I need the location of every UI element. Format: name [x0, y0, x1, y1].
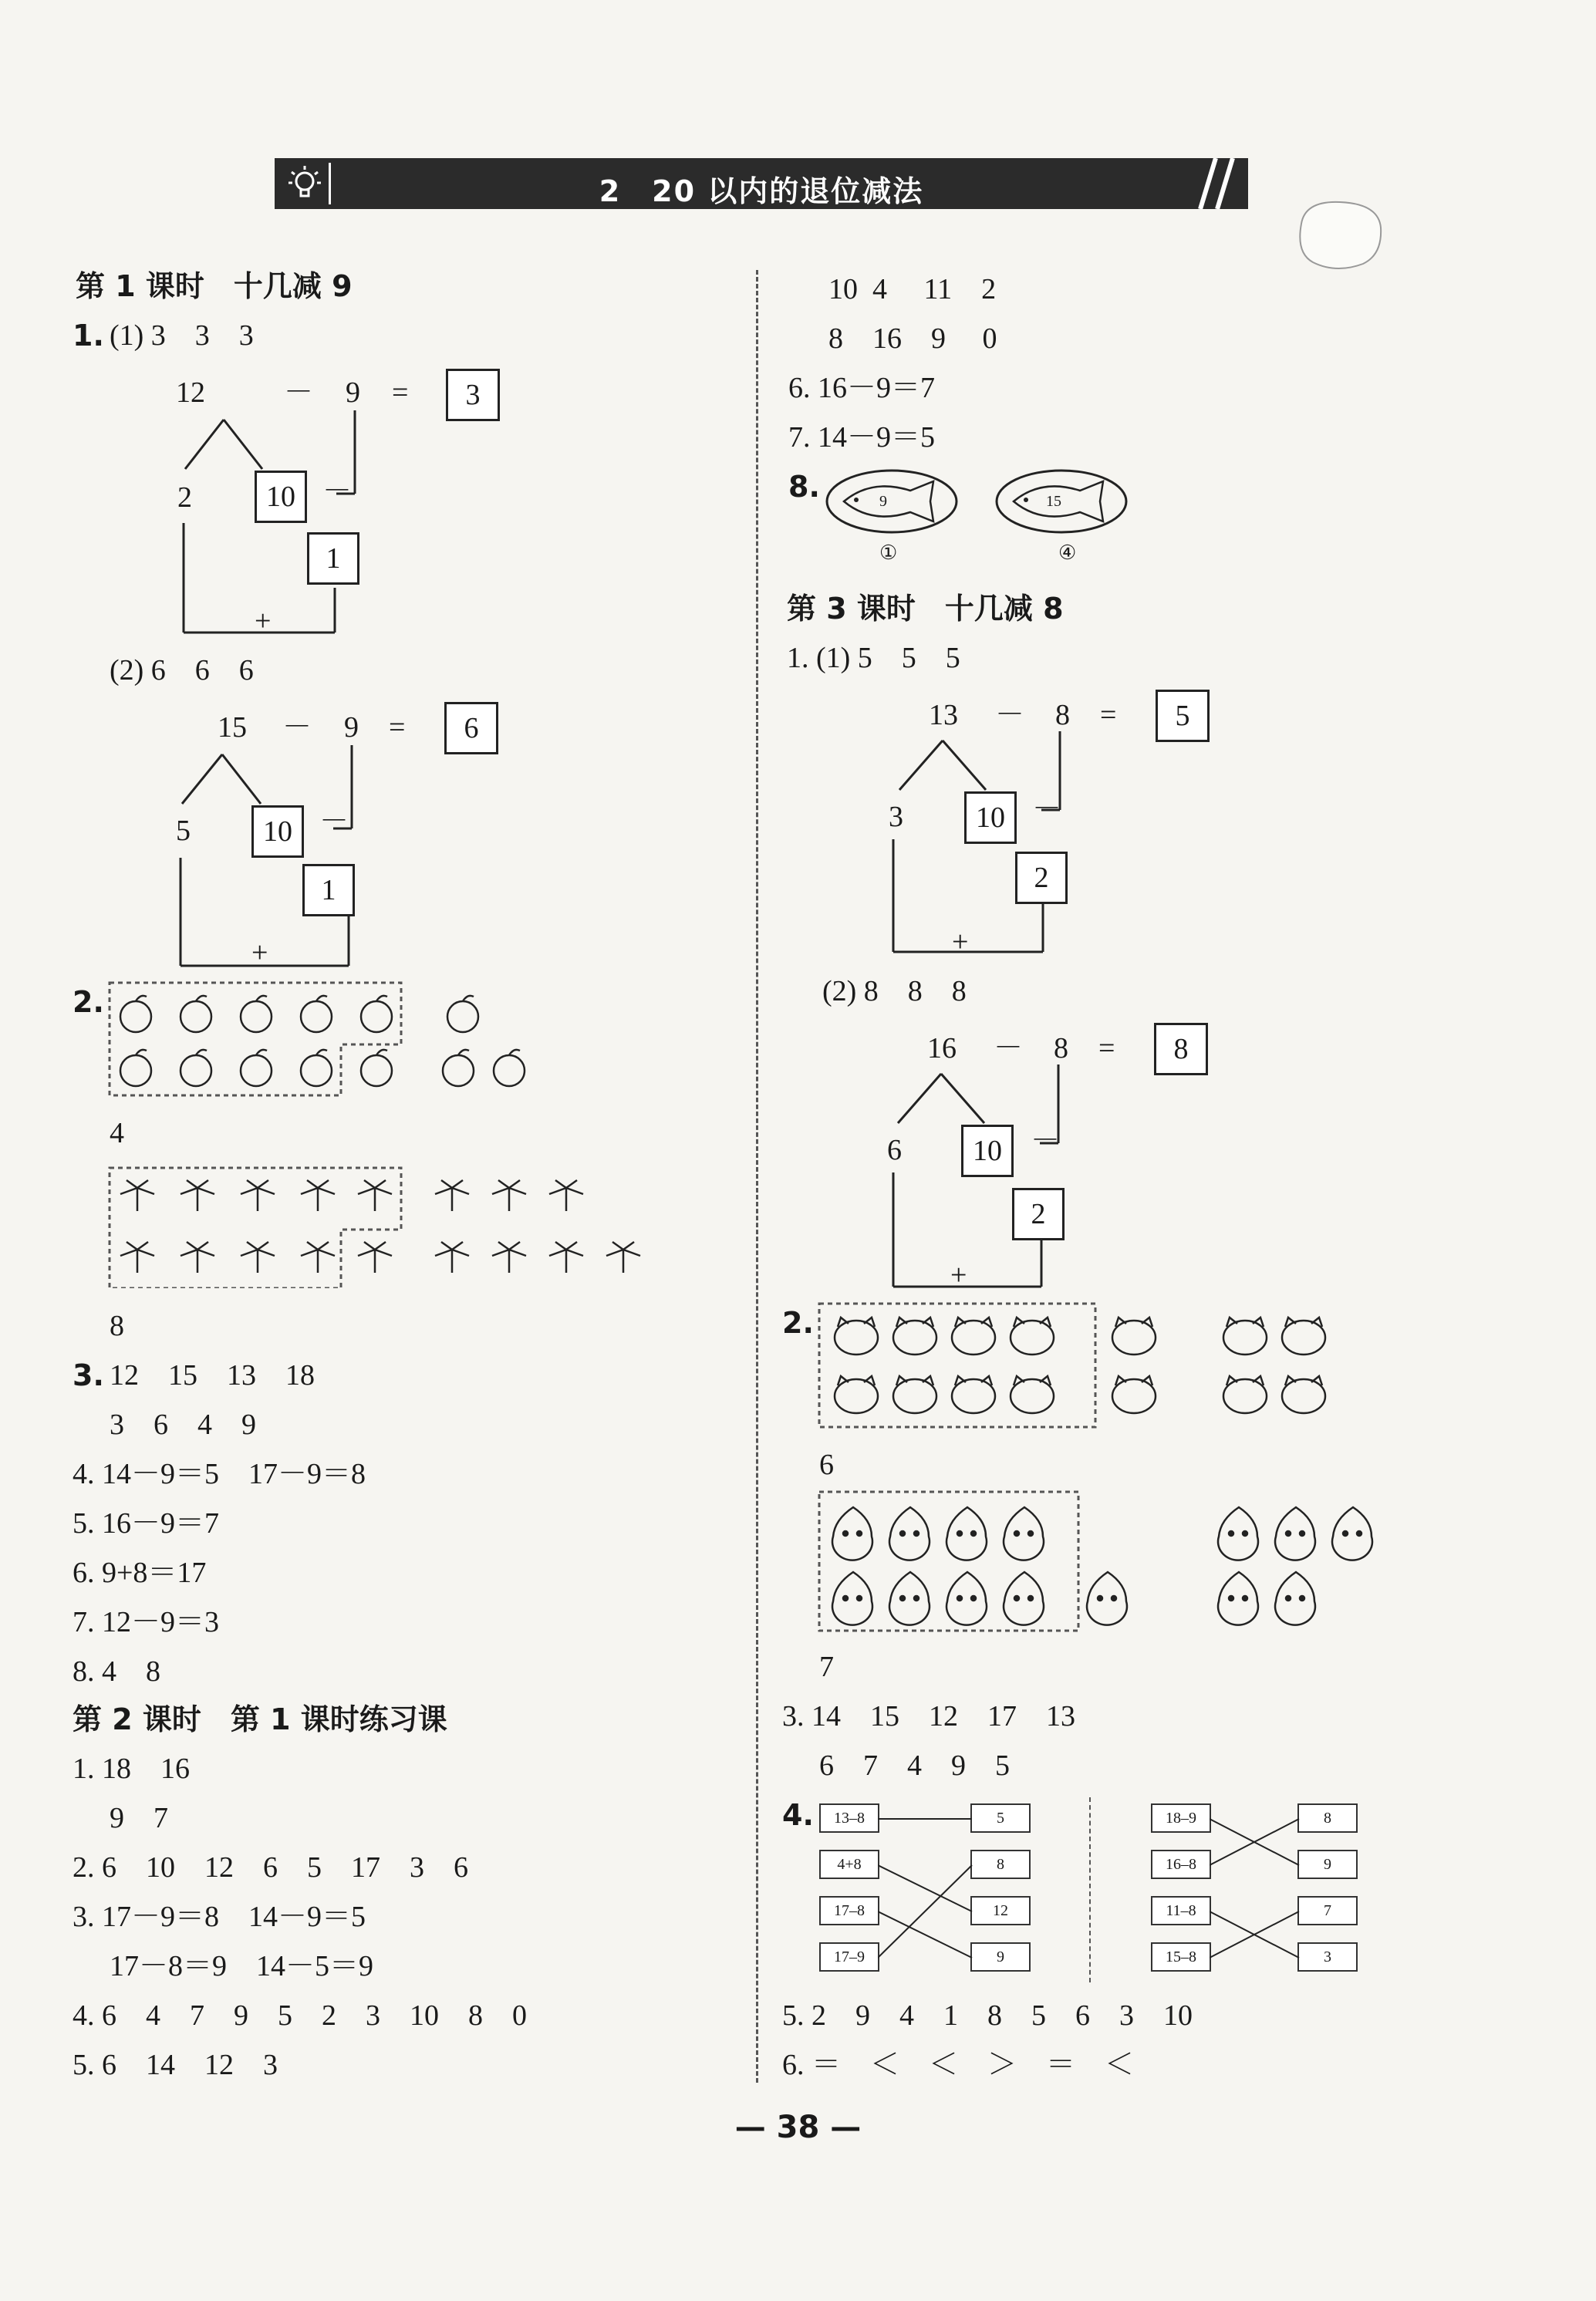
apple-icon	[181, 1050, 211, 1086]
palm-tree-icon	[358, 1180, 392, 1211]
cat-icon	[1011, 1318, 1054, 1355]
l3-q2-answer2: 7	[819, 1651, 834, 1683]
bird-icon	[832, 1507, 872, 1560]
cont-row2: 8 16 9 0	[828, 322, 997, 355]
diagram-lines	[887, 730, 1072, 961]
match-right-item: 12	[970, 1896, 1031, 1925]
cat-icon	[835, 1318, 878, 1355]
apple-icon	[120, 1050, 151, 1086]
diagram-equals: =	[389, 711, 406, 744]
l3-q1b: (2) 8 8 8	[822, 975, 967, 1007]
diagram-minuend: 12	[176, 376, 205, 409]
l2-q1-row1: 1. 18 16	[73, 1753, 191, 1785]
diagram-mid-box: 1	[302, 864, 355, 916]
bird-icon	[889, 1572, 930, 1625]
palm-tree-group-figure	[108, 1165, 663, 1288]
cat-icon	[835, 1376, 878, 1413]
cont-q7: 7. 14－9＝5	[788, 421, 936, 454]
bird-icon	[1332, 1507, 1372, 1560]
diagram-split-left: 6	[887, 1134, 902, 1166]
page-number: — 38 —	[734, 2110, 862, 2145]
cat-icon	[952, 1318, 995, 1355]
q8-answer: 8. 4 8	[73, 1655, 161, 1688]
match-left-item: 13–8	[819, 1803, 879, 1833]
diagram-subtrahend: 9	[344, 711, 359, 744]
match-right-item: 5	[970, 1803, 1031, 1833]
q3-row1: 12 15 13 18	[110, 1359, 315, 1392]
palm-tree-icon	[301, 1180, 335, 1211]
diagram-split-left: 2	[177, 481, 192, 514]
diagram-plus: +	[952, 926, 969, 958]
bird-icon	[889, 1507, 930, 1560]
palm-tree-icon	[492, 1242, 526, 1273]
palm-tree-icon	[181, 1180, 214, 1211]
l3-q1a: 1. (1) 5 5 5	[787, 642, 960, 674]
l2-q4-answer: 4. 6 4 7 9 5 2 3 10 8 0	[73, 1999, 528, 2032]
cat-icon	[1282, 1318, 1325, 1355]
bird-icon	[1275, 1507, 1315, 1560]
q7-answer: 7. 12－9＝3	[73, 1606, 220, 1638]
l3-q5-answer: 5. 2 9 4 1 8 5 6 3 10	[782, 1999, 1193, 2032]
match-divider	[1089, 1797, 1091, 1982]
diagram-lines	[887, 1063, 1072, 1294]
diagram-split-box: 10	[964, 791, 1017, 844]
fish-icon	[825, 467, 964, 537]
diagram-plus: +	[950, 1259, 967, 1291]
q1a-answer: (1) 3 3 3	[110, 319, 254, 352]
diagram-mid-box: 2	[1012, 1188, 1065, 1240]
lesson3-heading: 第 3 课时 十几减 8	[787, 592, 1064, 626]
bird-icon	[946, 1507, 987, 1560]
bird-icon	[832, 1572, 872, 1625]
l2-q5-answer: 5. 6 14 12 3	[73, 2049, 278, 2081]
diagram-result-box: 8	[1154, 1023, 1208, 1075]
diagram-minuend: 16	[927, 1032, 957, 1064]
diagram-minus: －	[1032, 793, 1062, 825]
apple-icon	[241, 996, 272, 1032]
section-banner	[275, 158, 1248, 209]
match-left-item: 11–8	[1151, 1896, 1211, 1925]
l2-q3-row1: 3. 17－9＝8 14－9＝5	[73, 1901, 366, 1933]
fish1-mark: ①	[879, 542, 898, 564]
match-left-item: 17–9	[819, 1942, 879, 1972]
palm-tree-icon	[181, 1242, 214, 1273]
diagram-operator: －	[995, 699, 1025, 731]
fish-icon	[995, 467, 1134, 537]
q1b-answer: (2) 6 6 6	[110, 654, 254, 687]
diagram-result-box: 5	[1156, 690, 1210, 742]
lesson2-heading: 第 2 课时 第 1 课时练习课	[73, 1702, 447, 1736]
diagram-minuend: 15	[218, 711, 247, 744]
diagram-mid-box: 1	[307, 532, 359, 585]
match-right-item: 8	[970, 1850, 1031, 1879]
stamp-logo	[1290, 193, 1390, 278]
diagram-minus: －	[1031, 1125, 1061, 1157]
diagram-split-left: 5	[176, 815, 191, 847]
palm-tree-icon	[435, 1242, 469, 1273]
l3-q2-label: 2.	[782, 1306, 814, 1340]
l3-q6-answer: 6. ＝ ＜ ＜ ＞ ＝ ＜	[782, 2049, 1135, 2081]
column-divider	[756, 270, 758, 2083]
apple-icon	[447, 996, 478, 1032]
l3-q2-answer1: 6	[819, 1449, 834, 1481]
q3-label: 3.	[73, 1358, 104, 1392]
diagram-subtrahend: 9	[346, 376, 360, 409]
diagram-operator: －	[282, 711, 312, 744]
match-left-item: 4+8	[819, 1850, 879, 1879]
diagram-plus: +	[251, 936, 268, 969]
cont-row1: 10 4 11 2	[828, 273, 997, 305]
match-left-item: 15–8	[1151, 1942, 1211, 1972]
apple-icon	[443, 1050, 474, 1086]
diagram-equals: =	[392, 376, 409, 409]
section-title: 2 20 以内的退位减法	[599, 174, 924, 208]
cat-icon	[1112, 1376, 1156, 1413]
l3-q4-label: 4.	[782, 1798, 814, 1832]
cat-icon	[1011, 1376, 1054, 1413]
palm-tree-icon	[549, 1242, 583, 1273]
palm-tree-icon	[241, 1180, 275, 1211]
diagram-minus: －	[319, 805, 349, 838]
slash-decoration	[1185, 158, 1248, 209]
diagram-split-box: 10	[961, 1125, 1014, 1177]
apple-icon	[361, 1050, 392, 1086]
q3-row2: 3 6 4 9	[110, 1409, 257, 1441]
bird-icon	[1004, 1572, 1044, 1625]
palm-tree-icon	[492, 1180, 526, 1211]
palm-tree-icon	[120, 1180, 154, 1211]
bird-icon	[1218, 1572, 1258, 1625]
palm-tree-icon	[120, 1242, 154, 1273]
cat-icon	[1282, 1376, 1325, 1413]
bird-icon	[946, 1572, 987, 1625]
match-left-item: 17–8	[819, 1896, 879, 1925]
match-right-item: 3	[1297, 1942, 1358, 1972]
diagram-subtrahend: 8	[1055, 699, 1070, 731]
diagram-equals: =	[1100, 699, 1117, 731]
cat-icon	[893, 1318, 936, 1355]
diagram-operator: －	[284, 376, 314, 409]
cont-q6: 6. 16－9＝7	[788, 372, 936, 404]
q2-answer1: 4	[110, 1117, 124, 1149]
match-right-item: 7	[1297, 1896, 1358, 1925]
l3-q3-row1: 3. 14 15 12 17 13	[782, 1700, 1076, 1732]
diagram-minus: －	[322, 475, 353, 508]
cat-icon	[1223, 1318, 1267, 1355]
q4-answer: 4. 14－9＝5 17－9＝8	[73, 1458, 366, 1490]
cont-q8-label: 8.	[788, 470, 820, 504]
apple-icon	[120, 996, 151, 1032]
bird-icon	[1087, 1572, 1127, 1625]
apple-icon	[241, 1050, 272, 1086]
match-right-item: 9	[1297, 1850, 1358, 1879]
diagram-split-box: 10	[251, 805, 304, 858]
bird-group-figure	[818, 1489, 1404, 1635]
cat-icon	[1112, 1318, 1156, 1355]
diagram-result-box: 3	[446, 369, 500, 421]
palm-tree-icon	[549, 1180, 583, 1211]
match-left-item: 18–9	[1151, 1803, 1211, 1833]
match-lines-right	[1210, 1805, 1301, 1975]
q5-answer: 5. 16－9＝7	[73, 1507, 220, 1540]
cat-icon	[1223, 1376, 1267, 1413]
cat-icon	[952, 1376, 995, 1413]
l2-q3-row2: 17－8＝9 14－5＝9	[110, 1950, 374, 1982]
lesson1-heading: 第 1 课时 十几减 9	[76, 269, 353, 303]
palm-tree-icon	[241, 1242, 275, 1273]
cat-group-figure	[818, 1301, 1342, 1432]
diagram-equals: =	[1098, 1032, 1115, 1064]
diagram-split-box: 10	[255, 471, 307, 523]
bird-icon	[1004, 1507, 1044, 1560]
q2-answer2: 8	[110, 1310, 124, 1342]
bird-icon	[1275, 1572, 1315, 1625]
diagram-plus: +	[255, 605, 272, 637]
fish1-number: 9	[879, 493, 887, 510]
diagram-subtrahend: 8	[1054, 1032, 1068, 1064]
bird-icon	[1218, 1507, 1258, 1560]
apple-icon	[301, 1050, 332, 1086]
apple-group-figure	[108, 980, 540, 1103]
apple-icon	[181, 996, 211, 1032]
l2-q2-answer: 2. 6 10 12 6 5 17 3 6	[73, 1851, 469, 1884]
match-left-item: 16–8	[1151, 1850, 1211, 1879]
palm-tree-icon	[358, 1242, 392, 1273]
diagram-operator: －	[994, 1032, 1024, 1064]
diagram-result-box: 6	[444, 702, 498, 754]
diagram-mid-box: 2	[1015, 852, 1068, 904]
diagram-minuend: 13	[929, 699, 958, 731]
cat-icon	[893, 1376, 936, 1413]
l2-q1-row2: 9 7	[110, 1802, 169, 1834]
apple-icon	[301, 996, 332, 1032]
match-lines-left	[878, 1805, 973, 1975]
q2-label: 2.	[73, 985, 104, 1019]
apple-icon	[494, 1050, 525, 1086]
palm-tree-icon	[435, 1180, 469, 1211]
q1-label: 1.	[73, 319, 104, 353]
match-right-item: 9	[970, 1942, 1031, 1972]
match-right-item: 8	[1297, 1803, 1358, 1833]
palm-tree-icon	[606, 1242, 640, 1273]
l3-q3-row2: 6 7 4 9 5	[819, 1749, 1011, 1782]
apple-icon	[361, 996, 392, 1032]
fish2-mark: ④	[1058, 542, 1077, 564]
palm-tree-icon	[301, 1242, 335, 1273]
q6-answer: 6. 9+8＝17	[73, 1557, 207, 1589]
fish2-number: 15	[1046, 493, 1061, 510]
diagram-split-left: 3	[889, 801, 903, 833]
